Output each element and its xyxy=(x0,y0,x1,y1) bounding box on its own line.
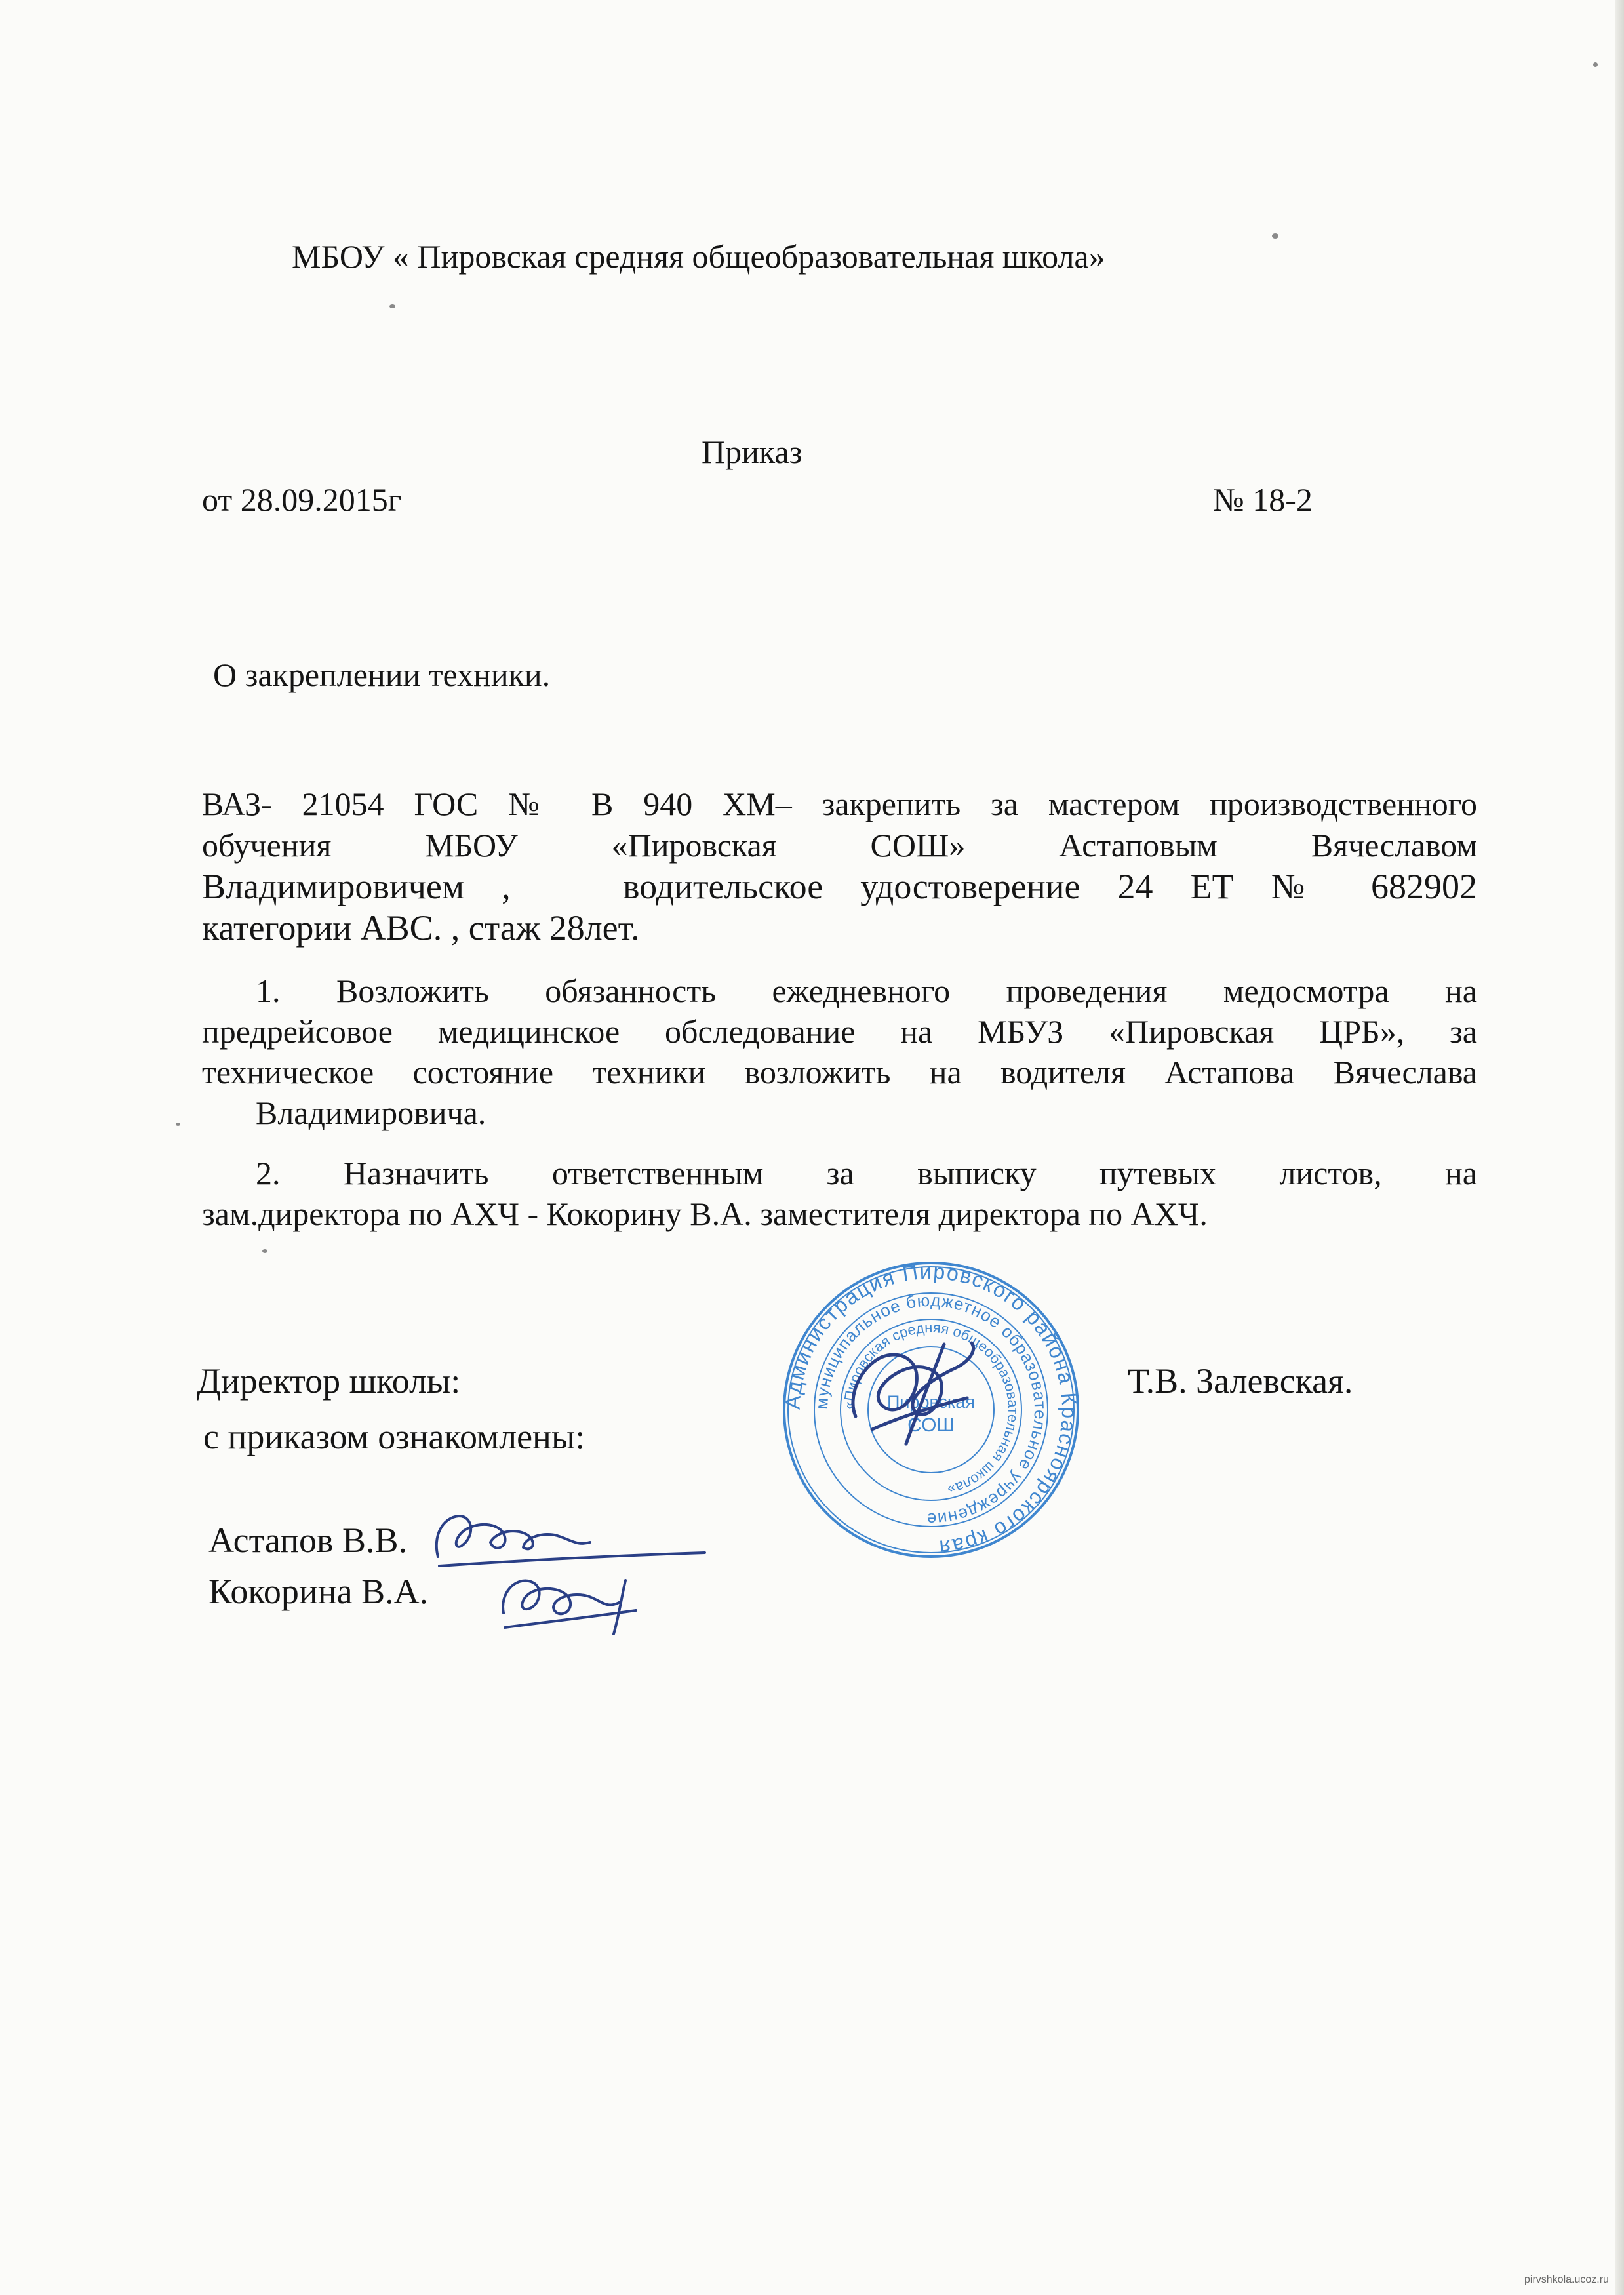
scan-speck xyxy=(1593,62,1598,67)
list-item-line: Владимировича. xyxy=(256,1094,486,1131)
main-paragraph xyxy=(202,784,1477,949)
seal-inner-text: «Пировская средняя общеобразовательная школа» xyxy=(840,1319,1022,1499)
list-item-line: зам.директора по АХЧ - Кокорину В.А. заместителя директора по АХЧ. xyxy=(202,1195,1208,1232)
paragraph-line: категории АВС. , стаж 28лет. xyxy=(202,908,640,948)
list-item-number: 2. xyxy=(256,1155,281,1191)
seal-center-line1: Пировская xyxy=(886,1392,976,1412)
scan-edge xyxy=(1615,0,1624,2295)
order-date: от 28.09.2015г xyxy=(202,481,402,518)
paragraph-line: ВАЗ- 21054 ГОС № В 940 ХМ– закрепить за мастером производственного xyxy=(202,786,1477,822)
seal-outer-text: Администрация Пировского района Красноярского края xyxy=(780,1259,1082,1560)
acquainted-label: с приказом ознакомлены: xyxy=(203,1417,585,1456)
list-item-line xyxy=(202,970,1477,1011)
order-title: Приказ xyxy=(702,433,802,470)
list-item xyxy=(202,970,1477,1133)
list-item-text: Назначить ответственным за выписку путевых листов, на xyxy=(343,1155,1477,1191)
scan-speck xyxy=(262,1249,267,1253)
seal-middle-text: муниципальное бюджетное образовательное учреждение xyxy=(811,1290,1051,1530)
list-item-text: Возложить обязанность ежедневного проведения медосмотра на xyxy=(336,972,1477,1009)
order-number: № 18-2 xyxy=(1213,481,1313,518)
director-signature xyxy=(833,1331,990,1449)
school-header: МБОУ « Пировская средняя общеобразовательная школа» xyxy=(292,238,1105,275)
list-item-line xyxy=(202,1153,1477,1193)
seal-center-line2: СОШ xyxy=(907,1414,955,1436)
scan-speck xyxy=(1272,233,1278,239)
paragraph-line: обучения МБОУ «Пировская СОШ» Астаповым Вячеславом xyxy=(202,827,1477,864)
acquainted-person-2: Кокорина В.А. xyxy=(208,1572,429,1611)
paragraph-line xyxy=(202,866,1477,908)
list-item-line: предрейсовое медицинское обследование на МБУЗ «Пировская ЦРБ», за xyxy=(202,1013,1477,1050)
director-name: Т.В. Залевская. xyxy=(1128,1361,1353,1401)
order-subject: О закреплении техники. xyxy=(213,656,551,693)
list-item-line: техническое состояние техники возложить на водителя Астапова Вячеслава xyxy=(202,1054,1477,1090)
acquainted-person-1: Астапов В.В. xyxy=(208,1521,408,1560)
director-label: Директор школы: xyxy=(197,1361,461,1401)
driver-name: Владимировичем , xyxy=(202,867,511,906)
list-item xyxy=(202,1153,1477,1234)
license-info: водительское удостоверение 24 ЕТ № 682902 xyxy=(623,867,1477,906)
scan-speck xyxy=(389,304,395,308)
kokorina-signature xyxy=(492,1561,643,1639)
footer-watermark: pirvshkola.ucoz.ru xyxy=(1524,2274,1609,2285)
list-item-number: 1. xyxy=(256,972,281,1009)
scan-speck xyxy=(176,1123,180,1126)
